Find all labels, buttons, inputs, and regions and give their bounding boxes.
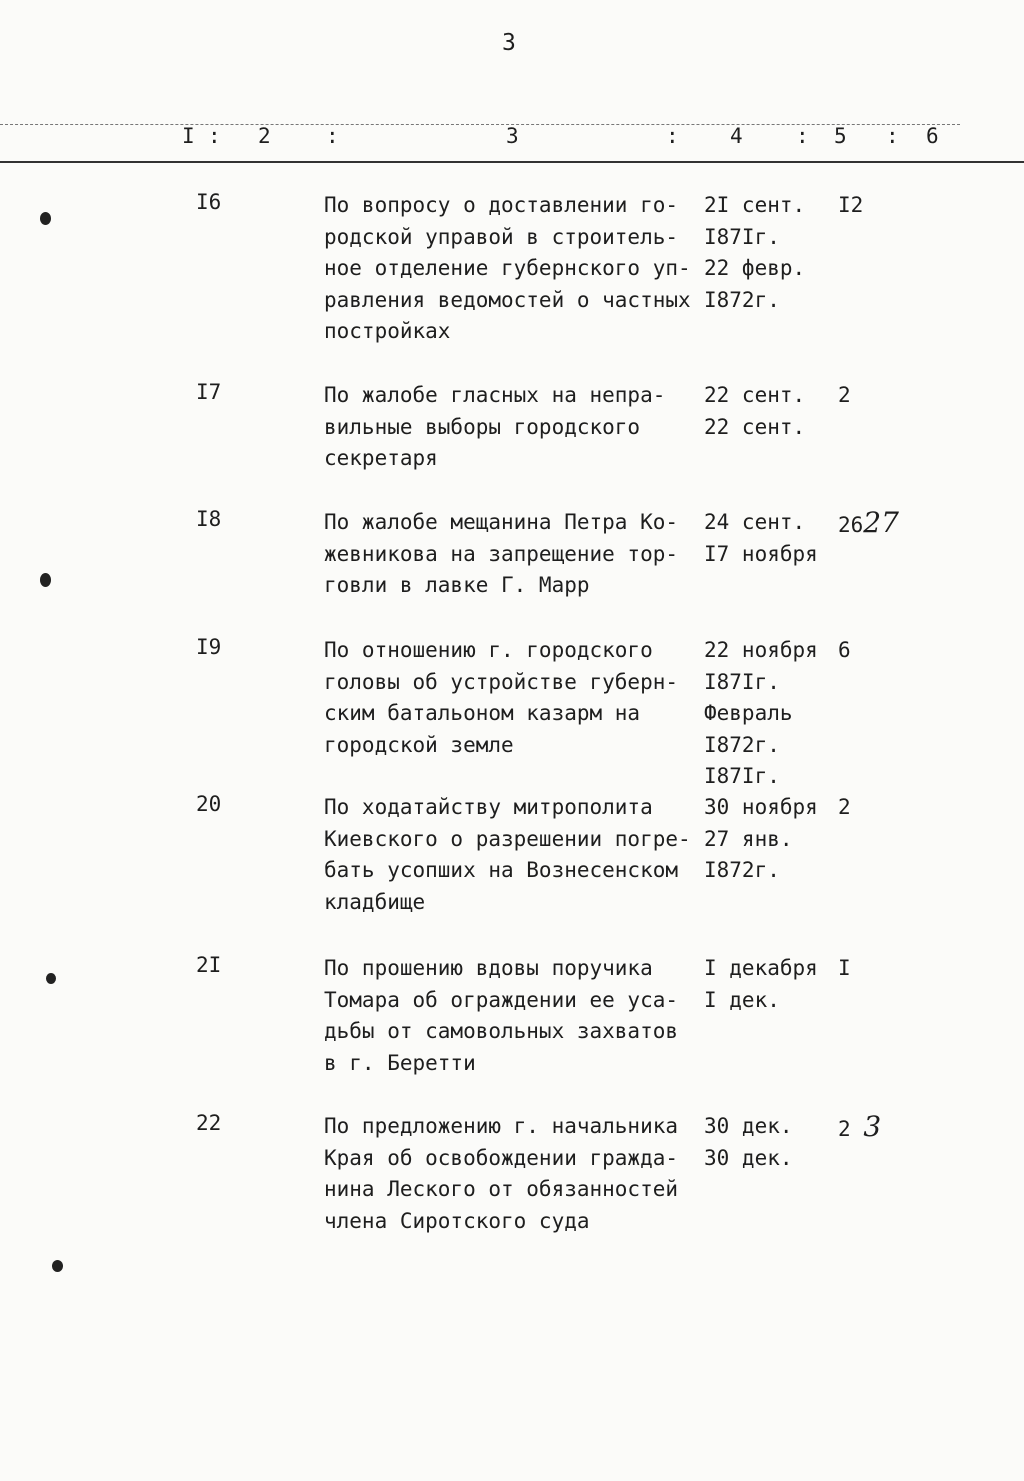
scan-spot xyxy=(40,212,51,225)
description-line: в г. Беретти xyxy=(324,1050,476,1075)
date-line: 24 сент. xyxy=(704,510,806,534)
description-line: нина Леского от обязанностей xyxy=(324,1177,679,1201)
description-line: жевникова на запрещение тор- xyxy=(324,541,679,566)
table-row xyxy=(0,635,1024,788)
scan-spot xyxy=(40,573,51,587)
row-sheets xyxy=(838,507,928,542)
row-number: 20 xyxy=(196,792,222,816)
description-line: ное отделение губернского уп- xyxy=(324,256,691,280)
description-line: бать усопших на Вознесенском xyxy=(324,858,679,882)
row-dates xyxy=(704,953,834,1016)
date-line: 22 сент. xyxy=(704,414,806,439)
row-dates xyxy=(704,792,834,887)
row-dates xyxy=(704,190,834,316)
date-line: I872г. xyxy=(704,287,780,312)
description-line: Томара об ограждении ее уса- xyxy=(324,987,679,1012)
description-line: головы об устройстве губерн- xyxy=(324,669,679,694)
description-line: родской управой в строитель- xyxy=(324,224,679,249)
scan-spot xyxy=(52,1260,63,1272)
description-line: Края об освобождении гражда- xyxy=(324,1145,679,1170)
row-description xyxy=(324,507,704,602)
row-description xyxy=(324,953,704,1079)
table-row xyxy=(0,792,1024,942)
row-sheets: I2 xyxy=(838,193,864,217)
date-line: 30 дек. xyxy=(704,1114,793,1138)
table-row xyxy=(0,190,1024,343)
header-rule-bottom xyxy=(0,161,1024,163)
column-header-1: I xyxy=(182,124,195,148)
description-line: городской земле xyxy=(324,732,514,757)
row-sheets: I xyxy=(838,956,851,980)
table-row xyxy=(0,953,1024,1103)
sheet-count: 2 xyxy=(838,1117,851,1141)
date-line: 27 янв. xyxy=(704,826,793,851)
row-number: I9 xyxy=(196,635,222,659)
sheet-count: 26 xyxy=(838,513,864,537)
row-description xyxy=(324,380,704,475)
table-row xyxy=(0,1111,1024,1261)
description-line: секретаря xyxy=(324,446,438,470)
date-line: 30 ноября xyxy=(704,795,818,819)
description-line: По прошению вдовы поручика xyxy=(324,956,653,980)
description-line: По жалобе гласных на непра- xyxy=(324,383,666,407)
date-line: I87Iг. xyxy=(704,764,780,788)
row-description xyxy=(324,190,704,348)
description-line: вильные выборы городского xyxy=(324,414,641,439)
description-line: По ходатайству митрополита xyxy=(324,795,653,819)
date-line: Февраль xyxy=(704,701,793,725)
handwritten-sheet-count: 3 xyxy=(863,1110,882,1143)
row-sheets: 6 xyxy=(838,638,851,662)
description-line: равления ведомостей о частных xyxy=(324,287,691,312)
row-number: I6 xyxy=(196,190,222,214)
row-sheets: 2 xyxy=(838,383,851,407)
description-line: По предложению г. начальника xyxy=(324,1114,679,1138)
description-line: кладбище xyxy=(324,889,426,914)
description-line: члена Сиротского суда xyxy=(324,1208,590,1233)
row-sheets xyxy=(838,1111,928,1146)
row-dates xyxy=(704,380,834,443)
date-line: I7 ноября xyxy=(704,541,818,566)
date-line: I872г. xyxy=(704,732,780,757)
description-line: говли в лавке Г. Марр xyxy=(324,573,590,597)
row-dates xyxy=(704,507,834,570)
description-line: По жалобе мещанина Петра Ко- xyxy=(324,510,679,534)
row-description xyxy=(324,635,704,761)
row-number: 22 xyxy=(196,1111,222,1135)
row-sheets: 2 xyxy=(838,795,851,819)
column-separator: : xyxy=(796,124,809,148)
date-line: I872г. xyxy=(704,858,780,882)
row-dates xyxy=(704,1111,834,1174)
date-line: I87Iг. xyxy=(704,224,780,249)
date-line: 22 сент. xyxy=(704,383,806,407)
date-line: I декабря xyxy=(704,956,818,980)
description-line: постройках xyxy=(324,319,451,343)
row-number: 2I xyxy=(196,953,222,977)
scan-spot xyxy=(46,973,56,984)
column-header-5: 5 xyxy=(834,124,847,148)
date-line: I дек. xyxy=(704,987,780,1012)
date-line: 22 февр. xyxy=(704,256,806,280)
page-number: 3 xyxy=(502,30,516,56)
row-description xyxy=(324,792,704,918)
column-separator: : xyxy=(666,124,679,148)
row-number: I7 xyxy=(196,380,222,404)
column-separator: : xyxy=(208,124,221,148)
date-line: 22 ноября xyxy=(704,638,818,662)
description-line: ским батальоном казарм на xyxy=(324,701,641,725)
row-description xyxy=(324,1111,704,1237)
description-line: По вопросу о доставлении го- xyxy=(324,193,679,217)
date-line: I87Iг. xyxy=(704,669,780,694)
header-rule-top xyxy=(0,124,960,125)
row-dates xyxy=(704,635,834,793)
description-line: Киевского о разрешении погре- xyxy=(324,826,691,851)
column-header-3: 3 xyxy=(506,124,519,148)
description-line: дьбы от самовольных захватов xyxy=(324,1019,679,1043)
column-separator: : xyxy=(886,124,899,148)
column-header-6: 6 xyxy=(926,124,939,148)
date-line: 30 дек. xyxy=(704,1145,793,1170)
column-separator: : xyxy=(326,124,339,148)
description-line: По отношению г. городского xyxy=(324,638,653,662)
date-line: 2I сент. xyxy=(704,193,806,217)
row-number: I8 xyxy=(196,507,222,531)
column-header-2: 2 xyxy=(258,124,271,148)
handwritten-sheet-count: 27 xyxy=(863,506,899,539)
column-header-4: 4 xyxy=(730,124,743,148)
